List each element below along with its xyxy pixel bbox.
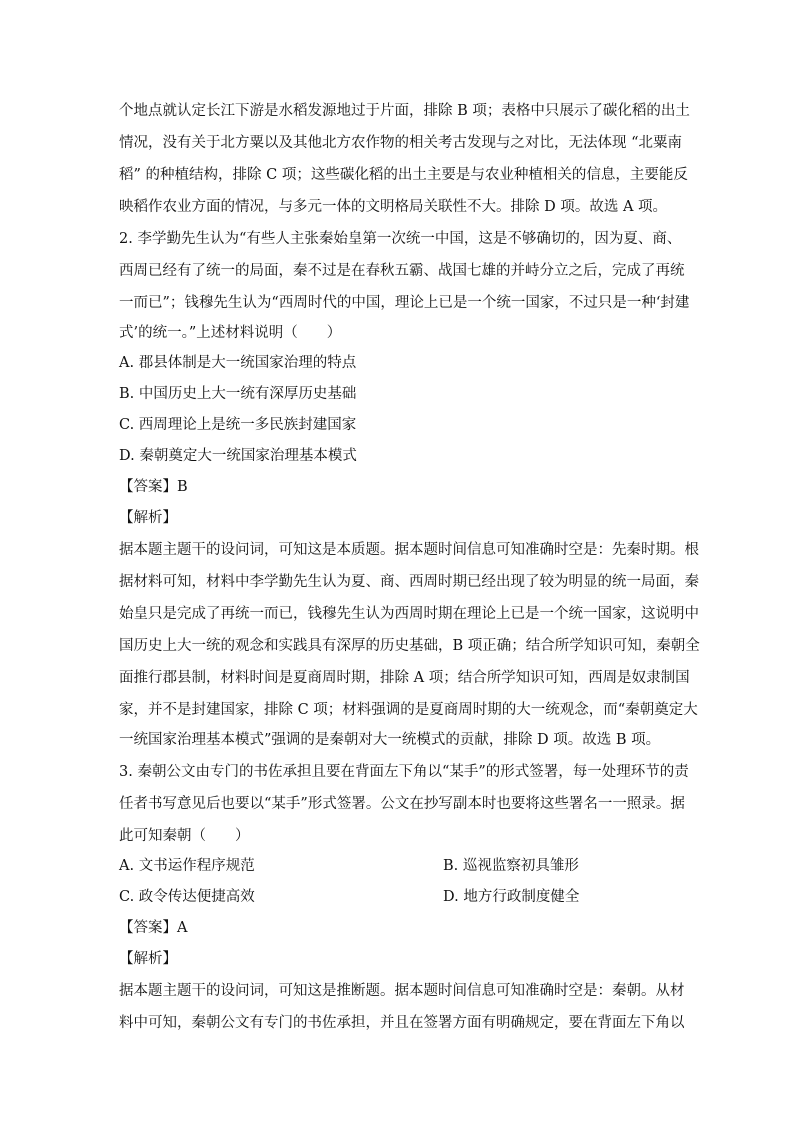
- question-3-option-a: A. 文书运作程序规范: [119, 858, 255, 874]
- question-3-analysis-line: 据本题主题干的设问词，可知这是推断题。据本题时间信息可知准确时空是：秦朝。从材: [119, 983, 685, 999]
- question-3-analysis-label: 【解析】: [119, 951, 177, 967]
- question-3-stem: 此可知秦朝（ ）: [119, 828, 250, 844]
- question-2-stem: 西周已经有了统一的局面，秦不过是在春秋五霸、战国七雄的并峙分立之后，完成了再统: [119, 263, 685, 279]
- question-2-option-c: C. 西周理论上是统一多民族封建国家: [119, 417, 357, 433]
- question-2-stem: 2. 李学勤先生认为“有些人主张秦始皇第一次统一中国，这是不够确切的，因为夏、商、: [119, 231, 682, 247]
- question-2-option-b: B. 中国历史上大一统有深厚历史基础: [119, 386, 357, 402]
- question-3-option-b: B. 巡视监察初具雏形: [443, 858, 579, 874]
- question-2-answer: 【答案】B: [119, 479, 188, 495]
- question-2-analysis-line: 一统国家治理基本模式”强调的是秦朝对大一统模式的贡献，排除 D 项。故选 B 项。: [119, 732, 661, 748]
- question-3-option-d: D. 地方行政制度健全: [443, 889, 580, 905]
- question-2-analysis-line: 国历史上大一统的观念和实践具有深厚的历史基础，B 项正确；结合所学知识可知，秦朝全: [119, 638, 700, 654]
- question-2-stem: 式’的统一。”上述材料说明（ ）: [119, 325, 342, 341]
- intro-line: 稻” 的种植结构，排除 C 项；这些碳化稻的出土主要是与农业种植相关的信息，主要能反: [119, 167, 688, 183]
- question-3-stem: 3. 秦朝公文由专门的书佐承担且要在背面左下角以“某手”的形式签署，每一处理环节的责: [119, 764, 689, 780]
- question-2-analysis-line: 面推行郡县制，材料时间是夏商周时期，排除 A 项；结合所学知识可知，西周是奴隶制国: [119, 670, 690, 686]
- question-2-analysis-line: 据本题主题干的设问词，可知这是本质题。据本题时间信息可知准确时空是：先秦时期。根: [119, 542, 699, 558]
- question-2-analysis-label: 【解析】: [119, 510, 177, 526]
- question-2-stem: 一而已”；钱穆先生认为“西周时代的中国，理论上已是一个统一国家，不过只是一种‘封建: [119, 295, 690, 311]
- question-2-analysis-line: 始皇只是完成了再统一而已，钱穆先生认为西周时期在理论上已是一个统一国家，这说明中: [119, 606, 699, 622]
- question-2-analysis-line: 据材料可知，材料中李学勤先生认为夏、商、西周时期已经出现了较为明显的统一局面，秦: [119, 574, 699, 590]
- question-3-analysis-line: 料中可知，秦朝公文有专门的书佐承担，并且在签署方面有明确规定，要在背面左下角以: [119, 1015, 685, 1031]
- intro-line: 映稻作农业方面的情况，与多元一体的文明格局关联性不大。排除 D 项。故选 A 项。: [119, 199, 668, 215]
- intro-line: 个地点就认定长江下游是水稻发源地过于片面，排除 B 项；表格中只展示了碳化稻的出土: [119, 103, 690, 119]
- question-3-stem: 任者书写意见后也要以“某手”形式签署。公文在抄写副本时也要将这些署名一一照录。据: [119, 796, 685, 812]
- question-3-option-c: C. 政令传达便捷高效: [119, 889, 255, 905]
- intro-line: 情况，没有关于北方粟以及其他北方农作物的相关考古发现与之对比，无法体现 “北粟南: [119, 135, 683, 151]
- question-2-analysis-line: 家，并不是封建国家，排除 C 项；材料强调的是夏商周时期的大一统观念，而“秦朝奠定大: [119, 702, 698, 718]
- question-2-option-a: A. 郡县体制是大一统国家治理的特点: [119, 355, 357, 371]
- question-2-option-d: D. 秦朝奠定大一统国家治理基本模式: [119, 448, 357, 464]
- question-3-answer: 【答案】A: [119, 920, 188, 936]
